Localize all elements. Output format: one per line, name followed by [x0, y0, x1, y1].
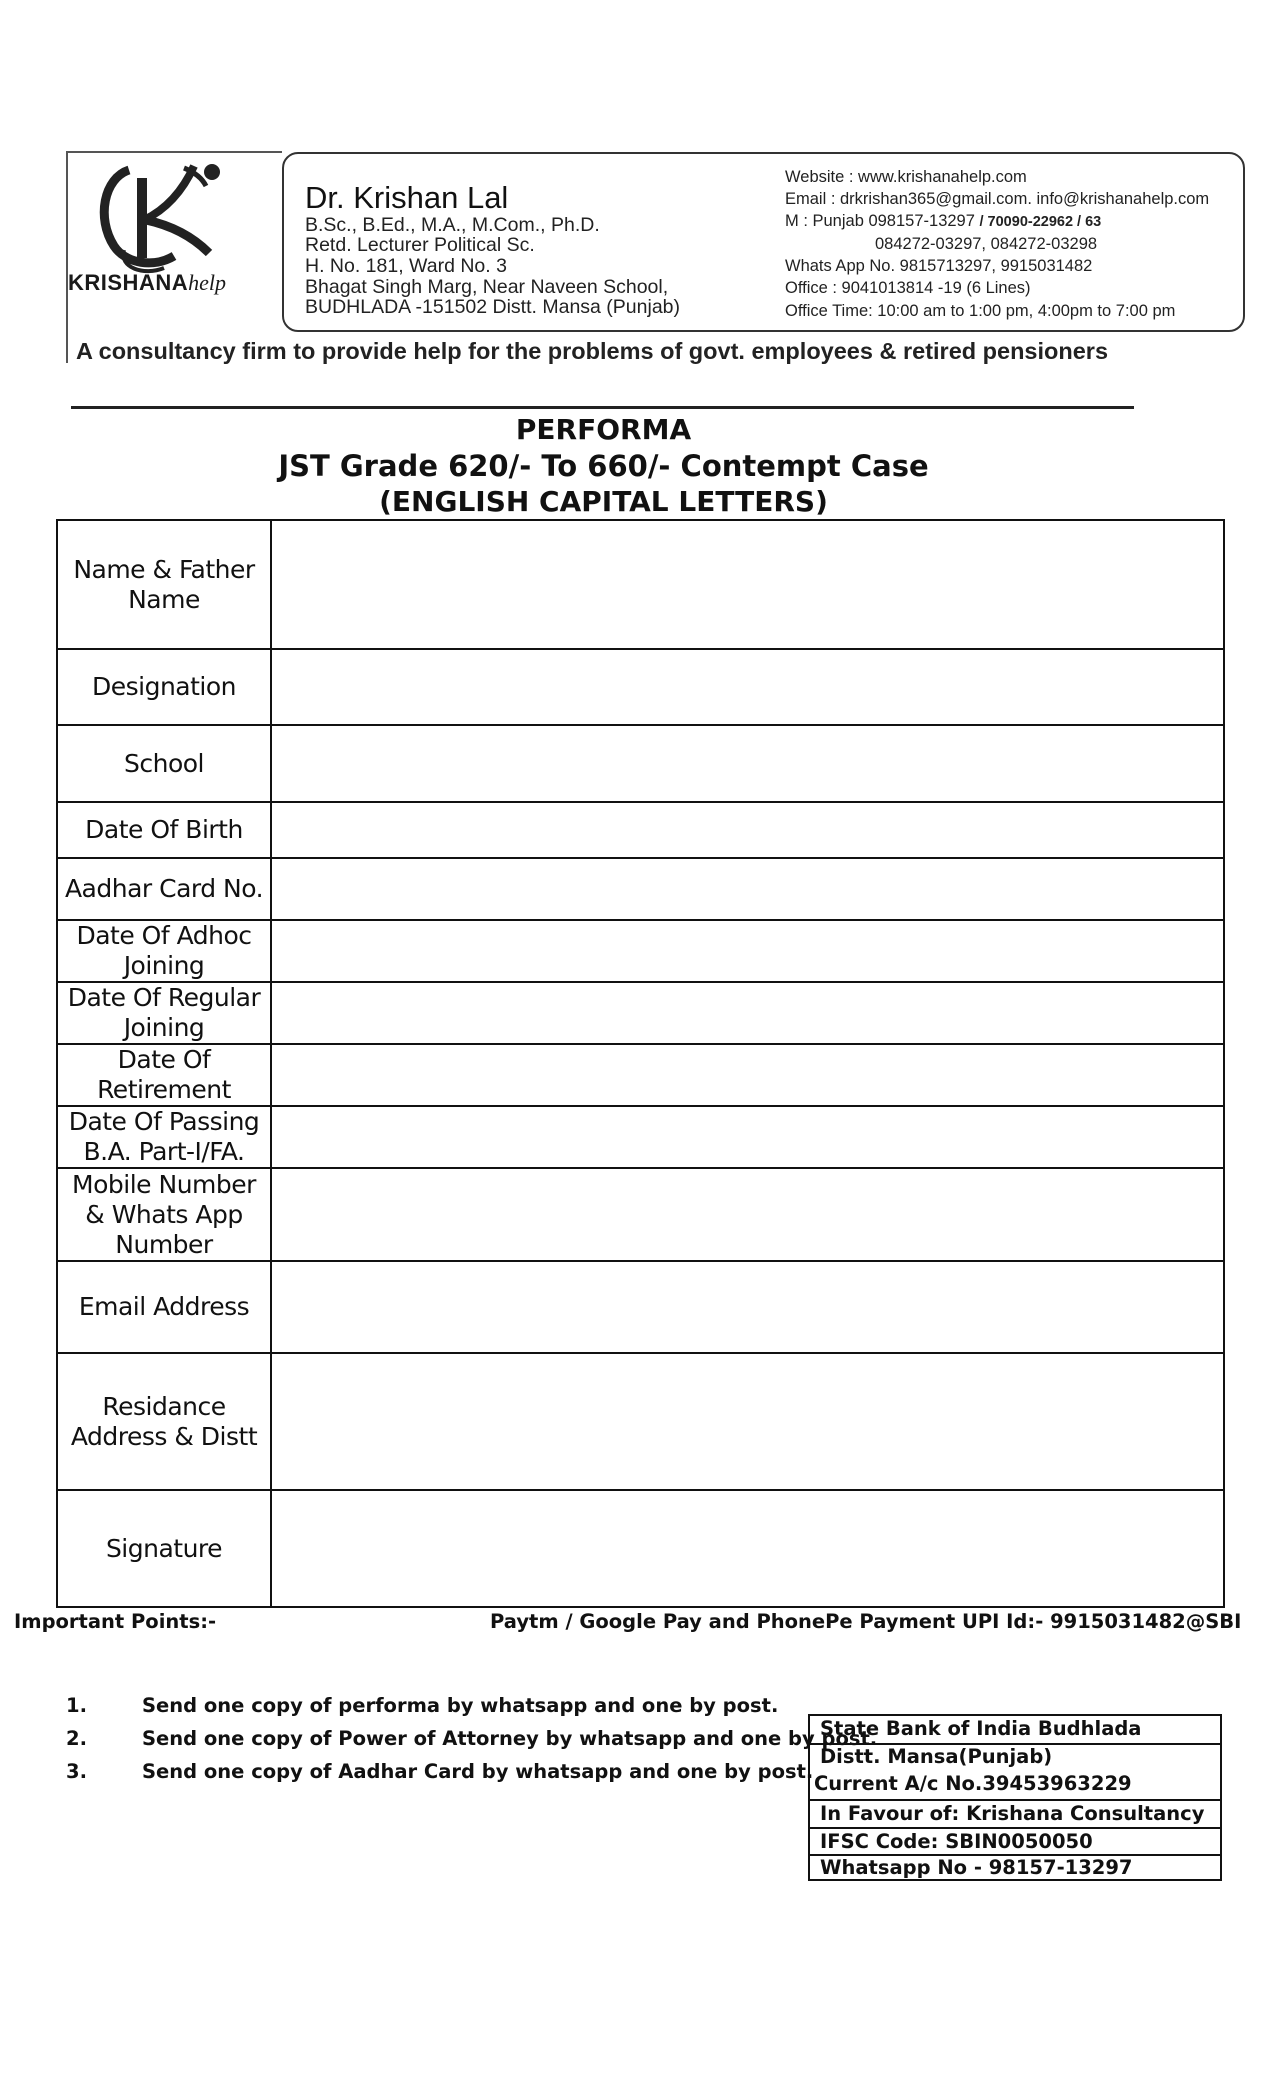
- form-title: PERFORMA: [515, 413, 692, 446]
- table-row: [57, 520, 1224, 649]
- adhoc-joining-field[interactable]: [271, 920, 1224, 982]
- table-row: [57, 1490, 1224, 1607]
- table-row: [57, 1261, 1224, 1353]
- mobile-contact: M : Punjab 098157-13297 / 70090-22962 / 63: [785, 212, 1102, 230]
- logo-wordmark: KRISHANAhelp: [68, 270, 227, 295]
- important-points-heading: Important Points:-: [14, 1610, 217, 1633]
- doctor-name: Dr. Krishan Lal: [305, 180, 509, 215]
- field-label: Email Address: [57, 1261, 271, 1353]
- point-text: Send one copy of Aadhar Card by whatsapp and one by post.: [142, 1760, 814, 1783]
- form-instruction: (ENGLISH CAPITAL LETTERS): [379, 485, 828, 518]
- field-label: Date Of Passing B.A. Part-I/FA.: [57, 1106, 271, 1168]
- house-address: H. No. 181, Ward No. 3: [305, 255, 507, 277]
- post: Retd. Lecturer Political Sc.: [305, 234, 535, 256]
- field-label: Name & Father Name: [57, 520, 271, 649]
- field-label: Mobile Number & Whats App Number: [57, 1168, 271, 1261]
- bank-district: Distt. Mansa(Punjab): [820, 1745, 1053, 1768]
- table-row: [57, 1353, 1224, 1490]
- performa-form-table: [56, 519, 1225, 1608]
- field-label: Designation: [57, 649, 271, 725]
- field-label: Signature: [57, 1490, 271, 1607]
- payment-note: Paytm / Google Pay and PhonePe Payment UPI Id:- 9915031482@SBI: [490, 1610, 1242, 1633]
- qualifications: B.Sc., B.Ed., M.A., M.Com., Ph.D.: [305, 214, 600, 236]
- point-text: Send one copy of Power of Attorney by whatsapp and one by post.: [142, 1727, 878, 1750]
- website: Website : www.krishanahelp.com: [785, 168, 1027, 186]
- aadhar-field[interactable]: [271, 858, 1224, 920]
- letterhead-top-border: [66, 151, 282, 153]
- field-label: Date Of Retirement: [57, 1044, 271, 1106]
- bank-ifsc: IFSC Code: SBIN0050050: [810, 1829, 1220, 1856]
- signature-field[interactable]: [271, 1490, 1224, 1607]
- address-field[interactable]: [271, 1353, 1224, 1490]
- field-label: School: [57, 725, 271, 802]
- field-label: Residance Address & Distt: [57, 1353, 271, 1490]
- table-row: [57, 1044, 1224, 1106]
- point-number: 2.: [66, 1727, 87, 1750]
- bank-whatsapp: Whatsapp No - 98157-13297: [820, 1856, 1133, 1879]
- table-row: [57, 858, 1224, 920]
- table-row: [57, 982, 1224, 1044]
- street-address: Bhagat Singh Marg, Near Naveen School,: [305, 276, 669, 298]
- table-row: [57, 802, 1224, 858]
- regular-joining-field[interactable]: [271, 982, 1224, 1044]
- table-row: [57, 1106, 1224, 1168]
- email-field[interactable]: [271, 1261, 1224, 1353]
- retirement-field[interactable]: [271, 1044, 1224, 1106]
- point-number: 1.: [66, 1694, 87, 1717]
- bank-name: State Bank of India Budhlada: [820, 1717, 1142, 1740]
- ba-passing-field[interactable]: [271, 1106, 1224, 1168]
- city-address: BUDHLADA -151502 Distt. Mansa (Punjab): [305, 296, 681, 318]
- field-label: Date Of Regular Joining: [57, 982, 271, 1044]
- letterhead-left-border: [66, 151, 68, 363]
- email-contact: Email : drkrishan365@gmail.com. info@krishanahelp.com: [785, 190, 1210, 208]
- bank-account: Current A/c No.39453963229: [810, 1771, 1220, 1801]
- point-text: Send one copy of performa by whatsapp and one by post.: [142, 1694, 779, 1717]
- point-number: 3.: [66, 1760, 87, 1783]
- field-label: Aadhar Card No.: [57, 858, 271, 920]
- header-rule: [71, 406, 1134, 409]
- bank-favour: In Favour of: Krishana Consultancy: [810, 1801, 1220, 1829]
- mobile-field[interactable]: [271, 1168, 1224, 1261]
- table-row: [57, 920, 1224, 982]
- table-row: [57, 1168, 1224, 1261]
- name-field[interactable]: [271, 520, 1224, 649]
- office-time: Office Time: 10:00 am to 1:00 pm, 4:00pm to 7:00 pm: [785, 302, 1176, 320]
- school-field[interactable]: [271, 725, 1224, 802]
- landline-contact: 084272-03297, 084272-03298: [875, 235, 1098, 253]
- field-label: Date Of Adhoc Joining: [57, 920, 271, 982]
- table-row: [57, 725, 1224, 802]
- tagline: A consultancy firm to provide help for the problems of govt. employees & retired pensioners: [76, 338, 1109, 364]
- bank-details-box: [808, 1714, 1222, 1881]
- dob-field[interactable]: [271, 802, 1224, 858]
- form-subtitle: JST Grade 620/- To 660/- Contempt Case: [278, 449, 929, 483]
- whatsapp-contact: Whats App No. 9815713297, 9915031482: [785, 257, 1093, 275]
- designation-field[interactable]: [271, 649, 1224, 725]
- office-contact: Office : 9041013814 -19 (6 Lines): [785, 279, 1031, 297]
- field-label: Date Of Birth: [57, 802, 271, 858]
- table-row: [57, 649, 1224, 725]
